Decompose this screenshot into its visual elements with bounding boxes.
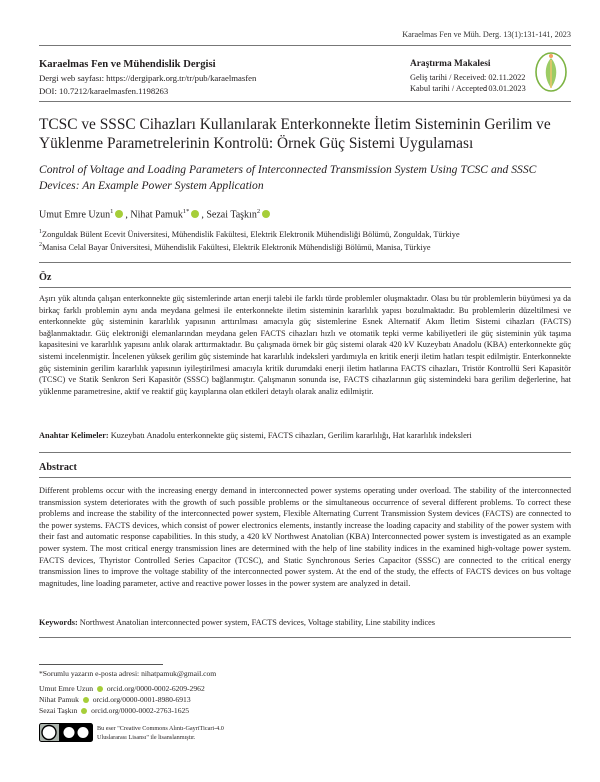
author-sup: 1 [110,208,114,215]
cc-license-icon[interactable] [39,723,93,742]
abstract-keywords: Keywords: Northwest Anatolian interconnected power system, FACTS devices, Voltage stability, Line stability indices [39,618,436,627]
received-label: Geliş tarihi / Received [410,73,485,82]
affiliation-1: $^1$Zonguldak Bülent Ecevit Üniversitesi, Mühendislik Fakültesi, Elektrik Elektronik Mühendisliği Bölümü, Zonguldak, Türkiye [39,229,460,239]
oz-keywords: Anahtar Kelimeler: Kuzeybatı Anadolu enterkonnekte güç sistemi, FACTS cihazları, Gerilim kararlılığı, Hat kararlılık indeksleri [39,431,472,440]
orcid-icon [83,697,89,703]
license-text: Bu eser "Creative Commons Alıntı-GayriTicari-4.0 Uluslararası Lisansı" ile lisanslanmıştır. [97,725,224,741]
author-name: , Sezai Taşkın [201,209,257,221]
orcid-icon[interactable] [115,210,123,218]
author-sup: 2 [256,208,261,215]
footnote-rule [39,664,163,665]
oz-text: Aşırı yük altında çalışan enterkonnekte güç sistemlerinde artan enerji talebi ile farklı türde problemler oluşmaktadır. Olası bu tür problemlerin büyümesi ya da birkaç farklı problemin aynı anda meydana gelmesi ile enterkonnekte iletim sisteminin kararlılık yapısı bozulmaktadır. Bu problemlerin düzeltilmesi ve enterkonnekte güç sisteminin kararlılık yapısının arttırılması amacıyla güç sistemlerine Esnek Alternatif Akım İletim Sistemi cihazları (FACTS) bağlanmaktadır. Güç elektroniği elemanlarından meydana gelen FACTS cihazları hızlı ve otomatik tepki verme kabiliyetleri ile güç sisteminin yük taşıma kapasitesini ve kararlılık yapısını anlık olarak arttırmaktadır. Bu çalışmada örnek bir güç sistemi olarak 420 kV Kuzeybatı Anadolu (KBA) enterkonnekte güç sistemi incelenmiştir. İncelenen yüksek gerilim güç sisteminde hat kararlılık indeksleri yardımıyla en kritik enerji iletim hatları tespit edilmiştir. Enterkonnekte güç sisteminin gerilim kararlılık yapısının iyileştirilmesi amacıyla kritik durumdaki enerji iletim hatlarına FACTS cihazları, Tristör Kontrollü Seri Kapasitör (TCSC) ve Statik Senkron Seri Kapasitör (SSSC) bağlanmıştır. Çalışmanın sonunda ise, FACTS cihazlarının güç sistemindeki bara gerilim değerlerine, hat yüklenme parametresine, aktif ve reaktif güç kayıplarına olan etkileri detaylı olarak analiz edilmiştir. [39,294,571,396]
orcid-line: Umut Emre Uzun orcid.org/0000-0002-6209-2962 [39,684,205,693]
affiliation-2: $^2$Manisa Celal Bayar Üniversitesi, Mühendislik Fakültesi, Elektrik Elektronik Mühendisliği Bölümü, Manisa, Türkiye [39,242,431,252]
divider [39,452,571,453]
orcid-icon [81,708,87,714]
corresponding-email[interactable]: *Sorumlu yazarın e-posta adresi: nihatpamuk@gmail.com [39,669,217,678]
orcid-line: Sezai Taşkın orcid.org/0000-0002-2763-1625 [39,706,190,715]
journal-name: Karaelmas Fen ve Mühendislik Dergisi [39,59,216,70]
oz-heading: Öz [39,272,52,283]
divider [39,262,571,263]
doi[interactable]: DOI: 10.7212/karaelmasfen.1198263 [39,86,169,96]
accepted-date: : 03.01.2023 [484,84,526,93]
author-sup: 1* [182,208,190,215]
received-date: : 02.11.2022 [484,73,526,82]
author-name: Umut Emre Uzun [39,209,111,221]
orcid-icon[interactable] [191,210,199,218]
journal-website[interactable]: Dergi web sayfası: https://dergipark.org.tr/tr/pub/karaelmasfen [39,73,257,83]
header-rule-bottom [39,101,571,102]
author-list [39,208,272,220]
orcid-icon [97,686,103,692]
divider [39,637,571,638]
orcid-icon[interactable] [262,210,270,218]
divider [39,477,571,478]
orcid-line: Nihat Pamuk orcid.org/0000-0001-8980-6913 [39,695,191,704]
header-rule-top [39,45,571,46]
running-header: Karaelmas Fen ve Müh. Derg. 13(1):131-141, 2023 [402,30,571,39]
title-turkish: TCSC ve SSSC Cihazları Kullanılarak Enterkonnekte İletim Sisteminin Gerilim ve Yüklenme Parametrelerinin Kontrolü: Örnek Güç Sistemi Uygulaması [39,116,551,152]
abstract-heading: Abstract [39,462,77,473]
abstract-text: Different problems occur with the increasing energy demand in interconnected power systems operating under overload. The stability of the interconnected transmission system deteriorates with the growth of such possible problems or the simultaneous occurrence of several different problems. To correct these problems and increase the stability of the interconnected power system, Flexible Alternating Current Transmission System devices (FACTS) are connected to the power systems. FACTS devices, which consist of power electronics elements, instantly increase the loading capacity and stability of the power system with their fast and automatic response capabilities. In this study, a 420 kV Northwest Anatolian (KBA) Interconnected power system is investigated as an example power system. The most critical energy transmission lines are determined with the help of line stability indices in the examined high-voltage power system. FACTS devices, Thyristor Controlled Series Capacitor (TCSC), and Static Synchronous Series Capacitor (SSSC) are connected to the critical energy transmission lines to improve the voltage stability of the interconnected power system. At the end of the study, the effects of FACTS devices on bus voltage magnitudes, line loading parameter, active and reactive power losses in the power system are analyzed in detail. [39,486,571,588]
title-english: Control of Voltage and Loading Parameters of Interconnected Transmission System Using TCSC and SSSC Devices: An Example Power System Application [39,163,537,192]
article-type: Araştırma Makalesi [410,59,491,69]
journal-logo-icon [532,50,570,96]
divider [39,287,571,288]
accepted-label: Kabul tarihi / Accepted [410,84,488,93]
author-name: , Nihat Pamuk [125,209,183,221]
